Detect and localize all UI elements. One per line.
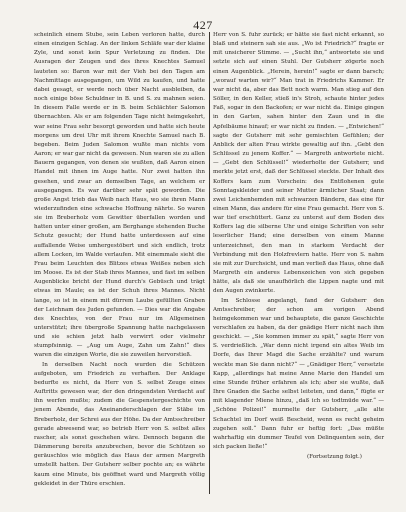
continuation-note: (Fortsetzung folgt.) <box>306 454 362 461</box>
paragraph: scheinlich einem Stube, sein Leben verloren hatte, durch einen einzigen Schlag. An der linken Schläfe war der klaine Zyle, und sonst kein Spur Verletzung zu finden. Die Ausragen der Zeugen und des ihres Knechtes Samuel lauteten so: Baron war mit der Vieh bei den Tagen am Nachmittage ausgegangen, um Wild zu kaufen, und hatte dabei gesagt, er werde noch über Nacht ausbleiben, da noch einige böse Schuldner in B. und S. zu mahnen seien. In diesem Falle werde er in B. beim Schlächter Salomon übernachten. Als er am folgenden Tage nicht heimgekehrt, war seine Frau sehr besorgt geworden und hatte sich heute morgens um drei Uhr mit ihrem Knechte Samuel nach B. begeben. Beim Juden Salomon wußte man nichts vom Aaron; er war gar nicht da gewesen. Nun waren sie zu allen Bauern gegangen, von denen sie wußten, daß Aaron einen Handel mit ihnen im Auge hatte. Nur zwei hatten ihn gesehen, und zwar an demselben Tage, an welchem er ausgegangen. Es war darüber sehr spät geworden. Die große Angst trieb das Weib nach Haus, wo sie ihren Mann wiederzufinden eine schwache Hoffnung nährte. So waren sie im Breberholz vom Gewitter überfallen worden und hatten unter einer großen, am Berghange stehenden Buche Schutz gesucht; der Hund hatte unterdessen auf eine auffallende Weise umhergestöbert und sich endlich, trotz allem Locken, im Walde verlaufen. Mit einemmale sieht die Frau beim Leuchten des Blitzes etwas Weißes neben sich im Moose. Es ist der Stab ihres Mannes, und fast im selben Augenblicke bricht der Hund durch's Gebüsch und trägt etwas im Maule; es ist der Schuh ihres Mannes. Nicht lange, so ist in einem mit dürrem Laube gefüllten Graben der Leichnam des Juden gefunden. — Dies war die Angabe des Knechtes, von der Frau nur im Allgemeinen unterstützt; ihre übergroße Spannung hatte nachgelassen und sie schien jetzt halb verwirrt oder vielmehr stumpfsinnig. — „Aug um Auge, Zahn um Zahn!“ dies waren die einzigen Worte, die sie zuweilen hervorstieß. <box>34 32 205 359</box>
paragraph: Herr von S. fuhr zurück; er hätte sie fast nicht erkannt, so blaß und steinern sah sie aus. „Wo ist Friedrich?“ fragte er mit unsicherer Stimme. — „Sucht ihn,“ antwortete sie und setzte sich auf einen Stuhl. Der Gutsherr zögerte noch einen Augenblick. „Herein, herein!“ sagte er dann barsch; „worauf warten wir?“ Man trat in Friedrichs Kammer. Er war nicht da, aber das Bett noch warm. Man stieg auf den Söller, in den Keller, stieß in's Stroh, schaute hinter jedes Faß, sogar in den Backofen; er war nicht da. Einige gingen in den Garten, sahen hinter den Zaun und in die Apfelbäume hinauf; er war nicht zu finden. — „Entwichen!“ sagte der Gutsherr mit sehr gemischten Gefühlen; der Anblick der alten Frau wirkte gewaltig auf ihn. „Gebt den Schlüssel zu jenem Koffer.“ — Margreth antwortete nicht. — „Gebt den Schlüssel!“ wiederholte der Gutsherr, und merkte jetzt erst, daß der Schlüssel steckte. Der Inhalt des Koffers kam zum Vorschein: des Entflohenen gute Sonntagskleider und seiner Mutter ärmlicher Staat; dann zwei Leichenhemden mit schwarzen Bändern, das eine für einen Mann, das andere für eine Frau gemacht. Herr von S. war tief erschüttert. Ganz zu unterst auf dem Boden des Koffers lag die silberne Uhr und einige Schriften von sehr leserlicher Hand; eine derselben von einem Manne unterzeichnet, den man in starkem Verdacht der Verbindung mit den Holzfrevlern hatte. Herr von S. nahm sie mit zur Durchsicht, und man verließ das Haus, ohne daß Margreth ein anderes Lebenszeichen von sich gegeben hätte, als daß sie unaufhörlich die Lippen nagte und mit den Augen zwinkerte. <box>213 32 384 295</box>
page-number: 427 <box>193 18 213 32</box>
paragraph: Im Schlosse angelangt, fand der Gutsherr den Amtsschreiber, der schon am vorigen Abend heimgekommen war und behauptete, die ganze Geschichte verschlafen zu haben, da der gnädige Herr nicht nach ihm geschickt. — „Sie kommen immer zu spät,“ sagte Herr von S. verdrießlich. „War denn nicht irgend ein altes Weib im Dorfe, das Ihrer Magd die Sache erzählte? und warum weckte man Sie dann nicht?“ — „Gnädiger Herr,“ versetzte Kapp, „allerdings hat meine Anne Marie den Handel um eine Stunde früher erfahren als ich; aber sie wußte, daß Ihre Gnaden die Sache selbst leiteten, und dann,“ fügte er mit klagender Miene hinzu, „daß ich so todtmüde war.“ — „Schöne Polizei!“ murmelte der Gutsherr, „alle alte Schachtel im Dorf weiß Bescheid, wenn es recht geheim zugehen soll.“ Dann fuhr er heftig fort: „Das müßte wahrhaftig ein dummer Teufel von Delinquenten sein, der sich packen ließe!“ <box>213 297 384 451</box>
left-column <box>34 31 205 489</box>
right-column <box>213 31 384 462</box>
column-divider <box>209 32 210 494</box>
paragraph: In derselben Nacht noch wurden die Schützen aufgeboten, um Friedrich zu verhaften. Der Anklage bedurfte es nicht, da Herr von S. selbst Zeuge eines Auftritts gewesen war, der den dringendsten Verdacht auf ihn werfen mußte; zudem die Gespenstergeschichte von jenem Abende, das Aneinanderschlagen der Stäbe im Breberholz, der Schrei aus der Höhe. Da der Amtsschreiber gerade abwesend war, so betrieb Herr von S. selbst alles rascher, als sonst geschehen wäre. Dennoch begann die Dämmerung bereits anzubrechen, bevor die Schützen so geräuschlos wie möglich das Haus der armen Margreth umstellt hatten. Der Gutsherr selber pochte an; es währte kaum eine Minute, bis geöffnet ward und Margreth völlig gekleidet in der Thüre erschien. <box>34 361 205 487</box>
